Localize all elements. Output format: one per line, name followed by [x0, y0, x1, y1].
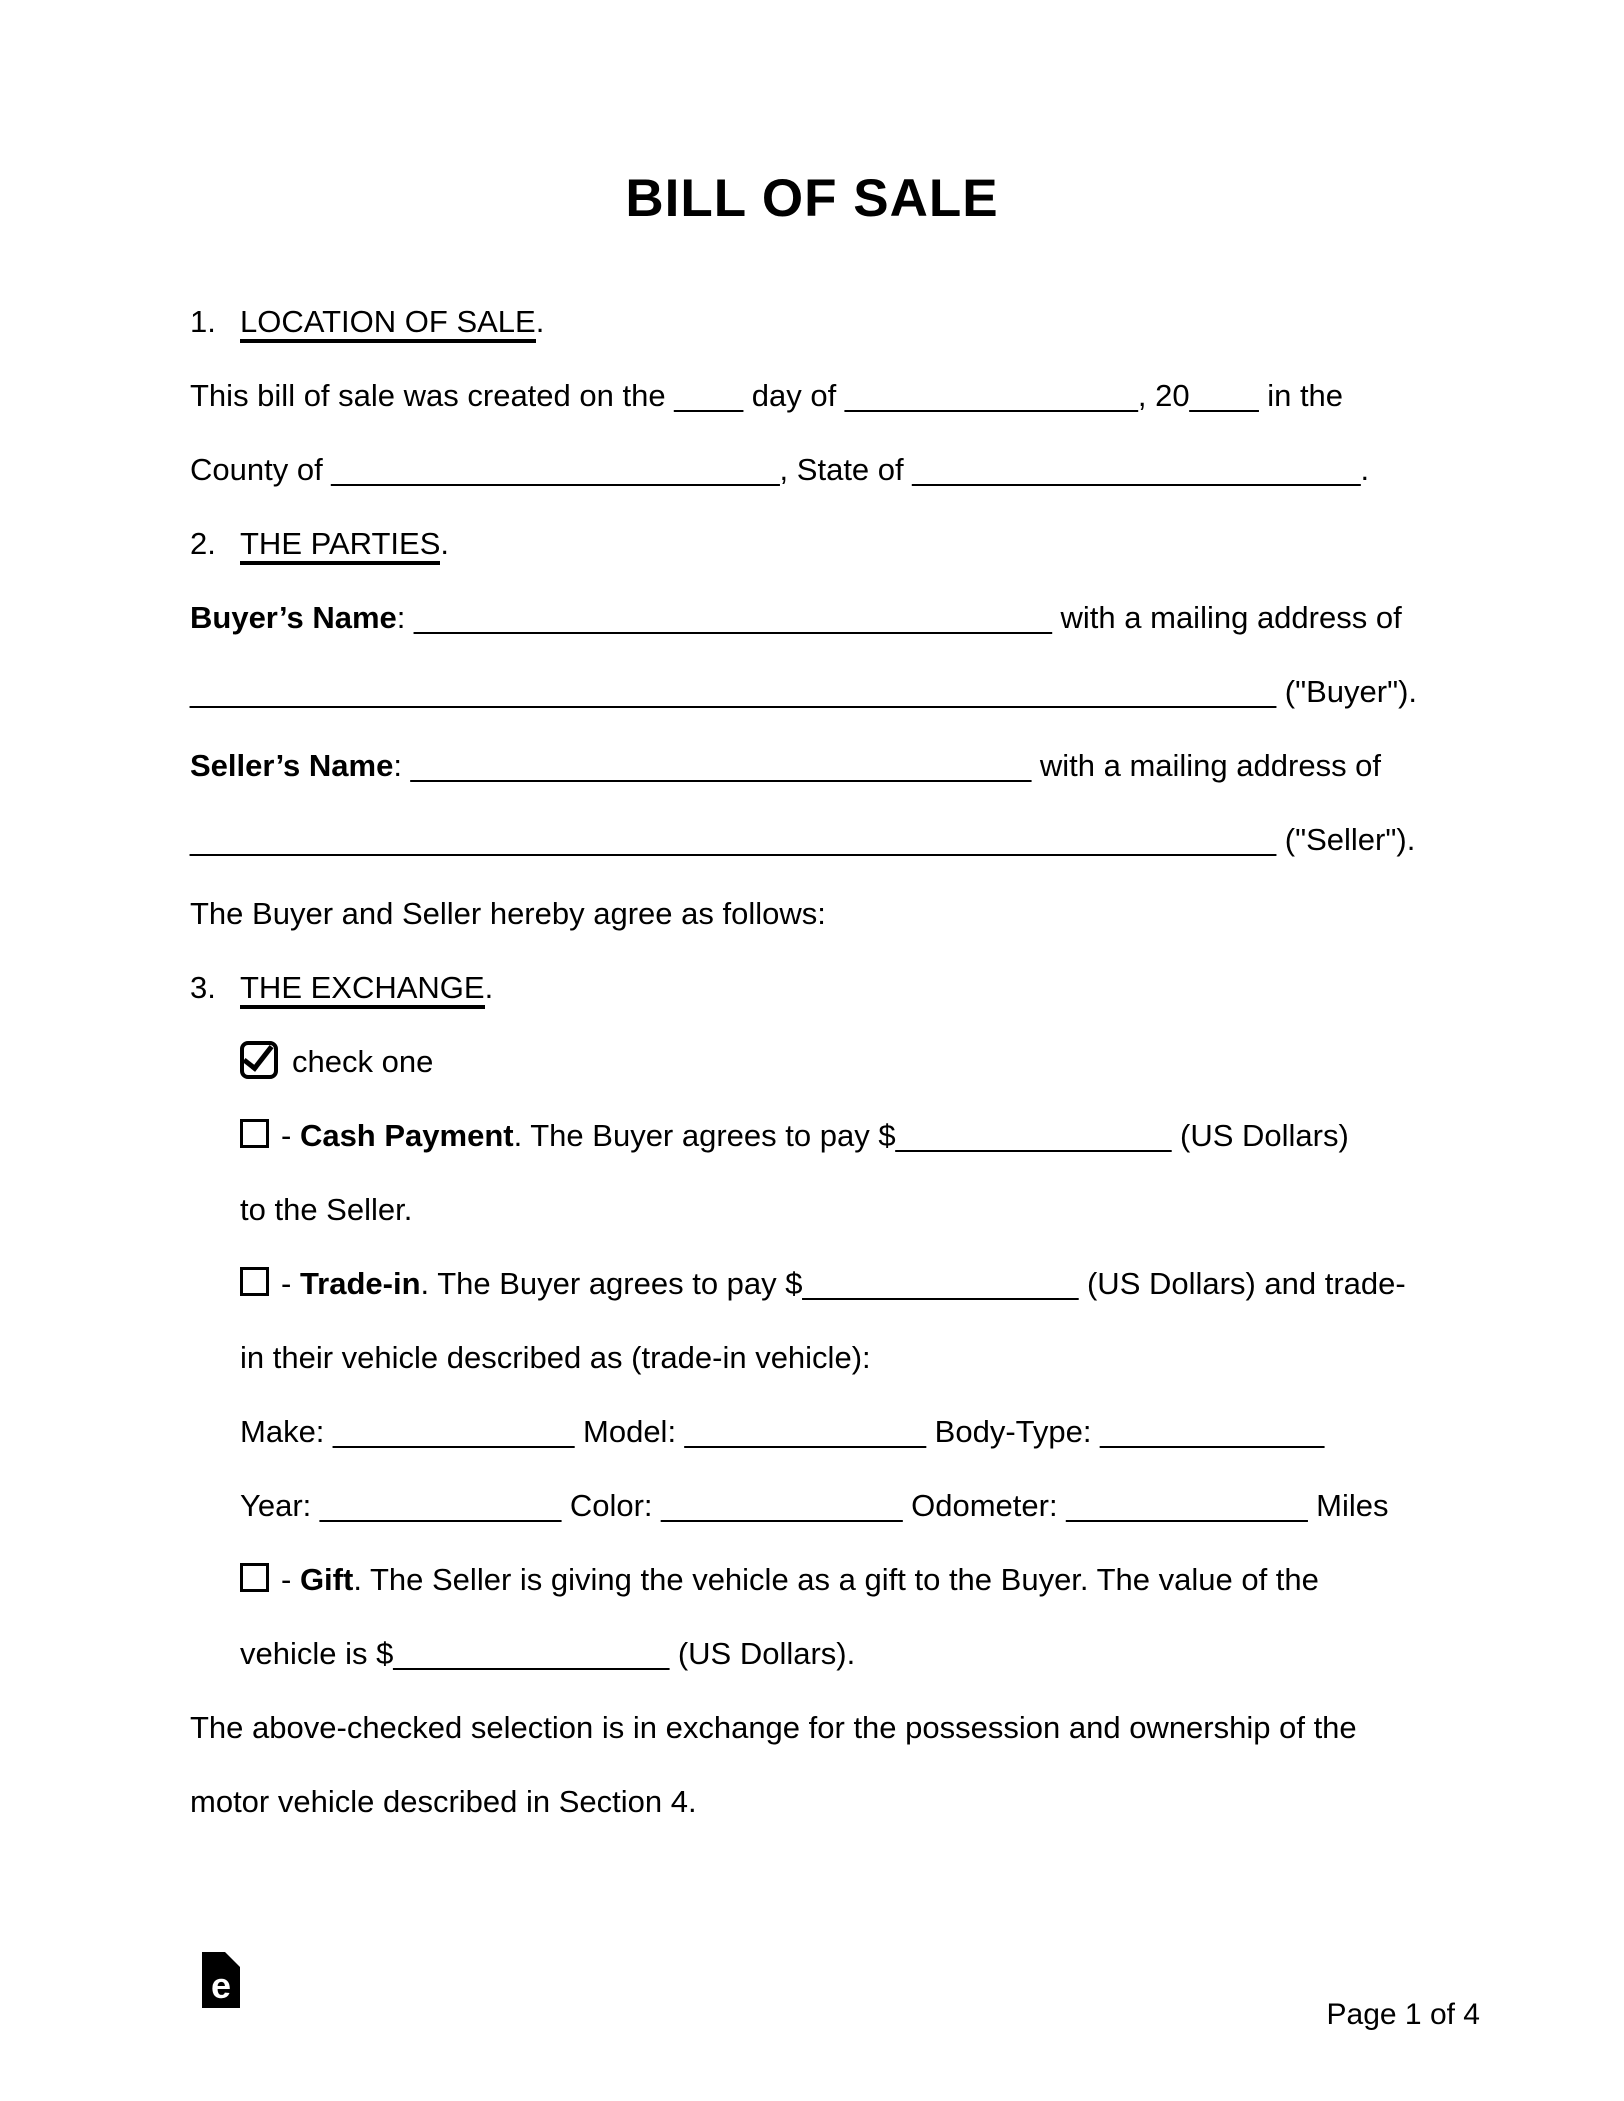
- cash-payment-checkbox[interactable]: [240, 1119, 269, 1148]
- section-2-number: 2.: [190, 526, 216, 561]
- section-1-heading: [190, 285, 1534, 359]
- check-one-label: check one: [292, 1044, 434, 1079]
- cash-dash: -: [281, 1118, 300, 1153]
- esign-document-logo-icon: [202, 1952, 240, 2008]
- gift-continuation: vehicle is $________________ (US Dollars).: [240, 1636, 856, 1671]
- cash-payment-continuation: to the Seller.: [240, 1192, 413, 1227]
- document-body: [0, 285, 1624, 1839]
- closing-line-2: motor vehicle described in Section 4.: [190, 1784, 697, 1819]
- gift-checkbox[interactable]: [240, 1563, 269, 1592]
- section-2-title: THE PARTIES: [240, 527, 440, 565]
- section-1-number: 1.: [190, 304, 216, 339]
- section-3-heading: [190, 951, 1534, 1025]
- section-1-title: LOCATION OF SALE: [240, 305, 536, 343]
- trade-in-option-row: [240, 1247, 1534, 1321]
- seller-name-label: Seller’s Name: [190, 748, 394, 783]
- buyer-name-line: [190, 581, 1534, 655]
- gift-option-row: [240, 1543, 1534, 1617]
- gift-label: Gift: [299, 1562, 354, 1597]
- section-2-period: .: [440, 526, 450, 561]
- trade-in-text: . The Buyer agrees to pay $________________ (US Dollars) and trade-: [420, 1266, 1406, 1301]
- gift-dash: -: [281, 1562, 300, 1597]
- buyer-address-line: _______________________________________________________________ ("Buyer").: [190, 674, 1418, 709]
- trade-in-continuation: in their vehicle described as (trade-in vehicle):: [240, 1340, 871, 1375]
- trade-in-checkbox[interactable]: [240, 1267, 269, 1296]
- vehicle-fields-line-2: Year: ______________ Color: ______________ Odometer: ______________ Miles: [240, 1488, 1389, 1523]
- cash-payment-text: . The Buyer agrees to pay $________________ (US Dollars): [513, 1118, 1349, 1153]
- trade-in-label: Trade-in: [299, 1266, 421, 1301]
- seller-address-line: _______________________________________________________________ ("Seller").: [190, 822, 1416, 857]
- section-1-period: .: [535, 304, 545, 339]
- cash-payment-option-row: [240, 1099, 1534, 1173]
- check-one-row: [240, 1025, 1534, 1099]
- location-paragraph-line-1: This bill of sale was created on the ____ day of _________________, 20____ in the: [190, 378, 1344, 413]
- agreement-intro-line: The Buyer and Seller hereby agree as follows:: [190, 896, 826, 931]
- section-3-number: 3.: [190, 970, 216, 1005]
- check-one-checkbox-icon[interactable]: [240, 1041, 278, 1079]
- vehicle-fields-line-1: Make: ______________ Model: ______________ Body-Type: _____________: [240, 1414, 1325, 1449]
- gift-text: . The Seller is giving the vehicle as a gift to the Buyer. The value of the: [353, 1562, 1319, 1597]
- logo-letter: e: [210, 1965, 232, 2006]
- closing-line-1: The above-checked selection is in exchange for the possession and ownership of the: [190, 1710, 1357, 1745]
- seller-name-line: [190, 729, 1534, 803]
- section-3-period: .: [484, 970, 494, 1005]
- page-indicator: Page 1 of 4: [1326, 1998, 1480, 2031]
- seller-name-blank: : ____________________________________ with a mailing address of: [393, 748, 1382, 783]
- page-title: BILL OF SALE: [625, 169, 999, 228]
- section-3-title: THE EXCHANGE: [240, 971, 485, 1009]
- cash-payment-label: Cash Payment: [299, 1118, 514, 1153]
- location-paragraph-line-2: County of __________________________, State of __________________________.: [190, 452, 1370, 487]
- checkmark-icon: [242, 1038, 273, 1071]
- buyer-name-label: Buyer’s Name: [190, 600, 397, 635]
- trade-dash: -: [281, 1266, 300, 1301]
- section-2-heading: [190, 507, 1534, 581]
- buyer-name-blank: : _____________________________________ with a mailing address of: [396, 600, 1402, 635]
